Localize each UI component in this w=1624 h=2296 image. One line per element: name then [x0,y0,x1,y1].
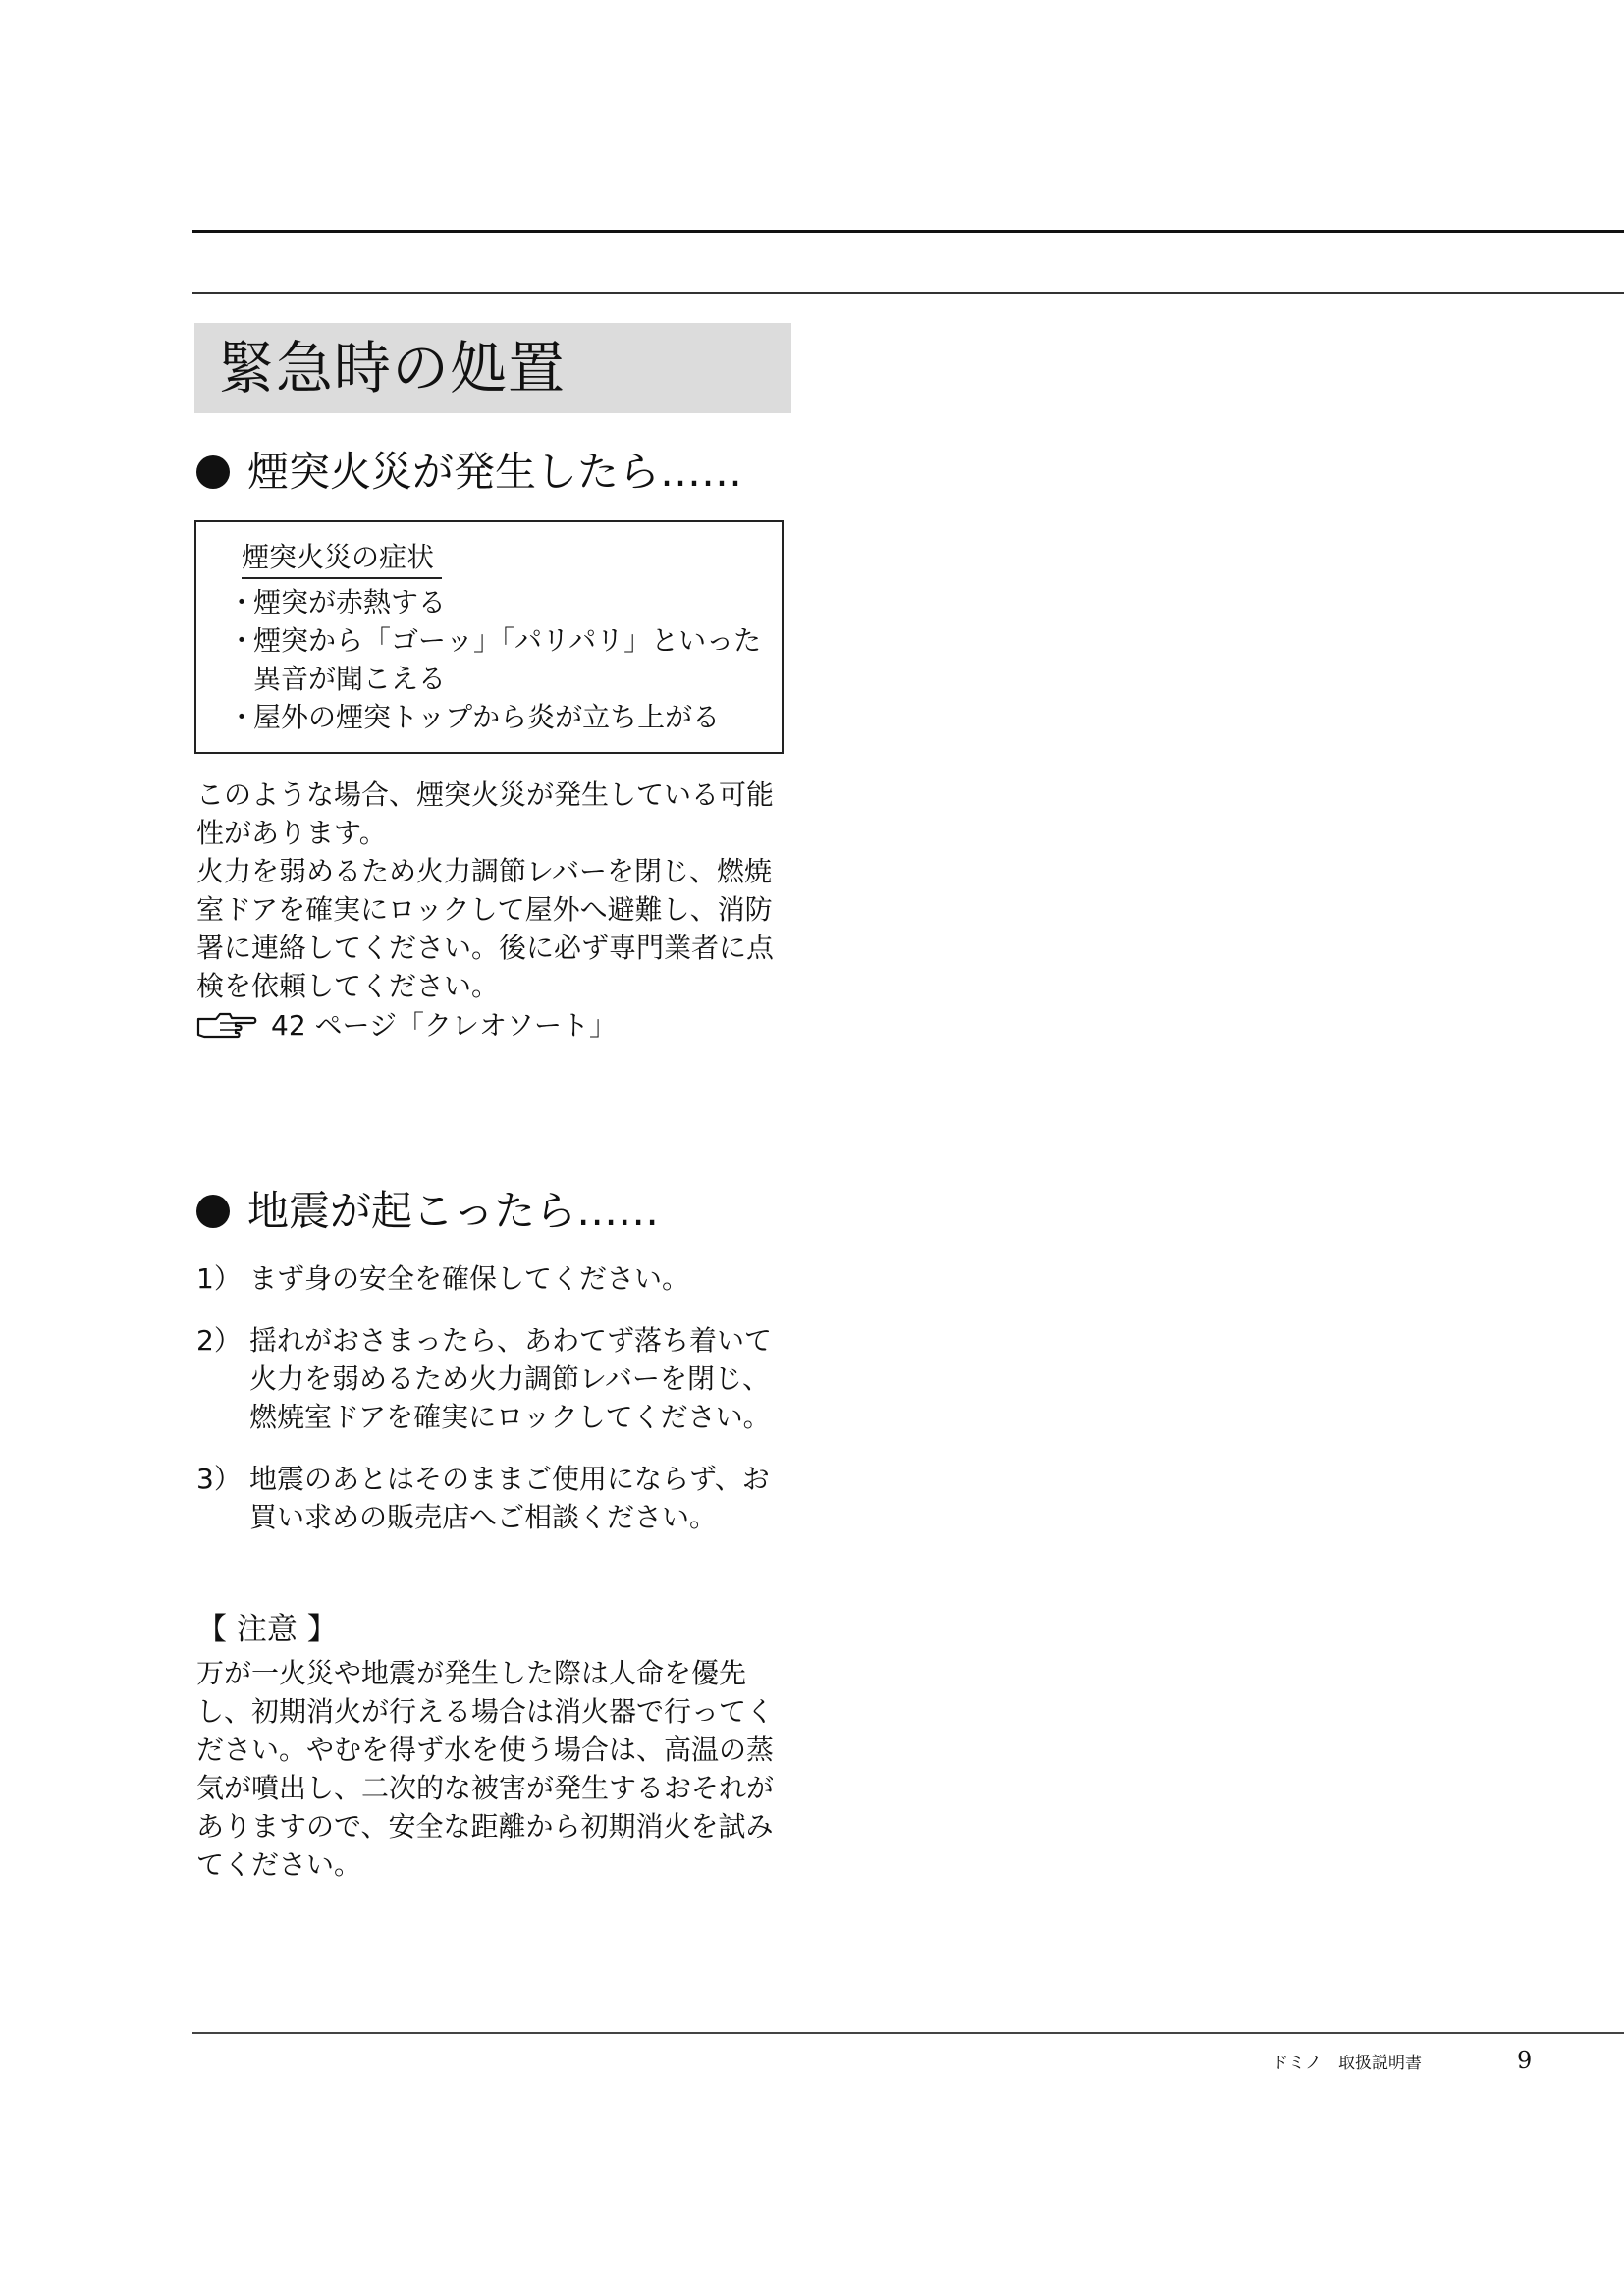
pointing-hand-icon [196,1010,257,1040]
bullet-icon [196,1195,230,1228]
bullet-icon [196,455,230,489]
caution-text: 万が一火災や地震が発生した際は人命を優先し、初期消火が行える場合は消火器で行ってください。やむを得ず水を使う場合は、高温の蒸気が噴出し、二次的な被害が発生するおそれがありますので、安全な距離から初期消火を試みてください。 [196,1657,775,1881]
page-number: 9 [1517,2047,1533,2074]
symptom-item: ・ 屋外の煙突トップから炎が立ち上がる [228,698,761,736]
earthquake-steps [196,1259,785,1560]
footer-rule [192,2032,1624,2034]
reference-text: 42 ページ「クレオソート」 [271,1009,617,1041]
earthquake-heading [196,1186,659,1237]
symptom-item-continuation: 異音が聞こえる [253,663,447,695]
page-title-box [194,323,791,413]
symptom-item: ・ 煙突から「ゴーッ」「パリパリ」といった 異音が聞こえる [228,621,761,698]
step-number: 2） [196,1324,242,1357]
header-rule-thick [192,230,1624,233]
footer-label: ドミノ 取扱説明書 [1272,2054,1422,2073]
step-item [196,1259,785,1298]
header-rule-thin [192,292,1624,294]
step-text: 地震のあとはそのままご使用にならず、お買い求めの販売店へご相談ください。 [249,1463,770,1533]
symptom-box [194,520,784,754]
symptom-box-title: 煙突火災の症状 [242,540,442,579]
step-text: 揺れがおさまったら、あわてず落ち着いて火力を弱めるため火力調節レバーを閉じ、燃焼室ドアを確実にロックしてください。 [249,1324,773,1433]
step-item [196,1460,785,1536]
symptom-item: ・ 煙突が赤熱する [228,583,761,621]
step-number: 1） [196,1262,242,1295]
chimney-fire-heading-text: 煙突火災が発生したら…… [247,448,743,496]
earthquake-heading-text: 地震が起こったら…… [247,1187,660,1235]
chimney-fire-heading [196,447,742,498]
reference-link[interactable] [196,1006,617,1045]
chimney-fire-body [196,775,785,1005]
step-number: 3） [196,1463,242,1495]
step-text: まず身の安全を確保してください。 [249,1262,690,1295]
caution-heading: 【 注意 】 [196,1612,338,1647]
chimney-fire-action-text: 火力を弱めるため火力調節レバーを閉じ、燃焼室ドアを確実にロックして屋外へ避難し、消防署に連絡してください。後に必ず専門業者に点検を依頼してください。 [196,855,775,1002]
page-title: 緊急時の処置 [218,335,567,401]
chimney-fire-body-text: このような場合、煙突火災が発生している可能性があります。 [196,778,775,849]
symptom-list [228,583,761,736]
step-item [196,1321,785,1436]
